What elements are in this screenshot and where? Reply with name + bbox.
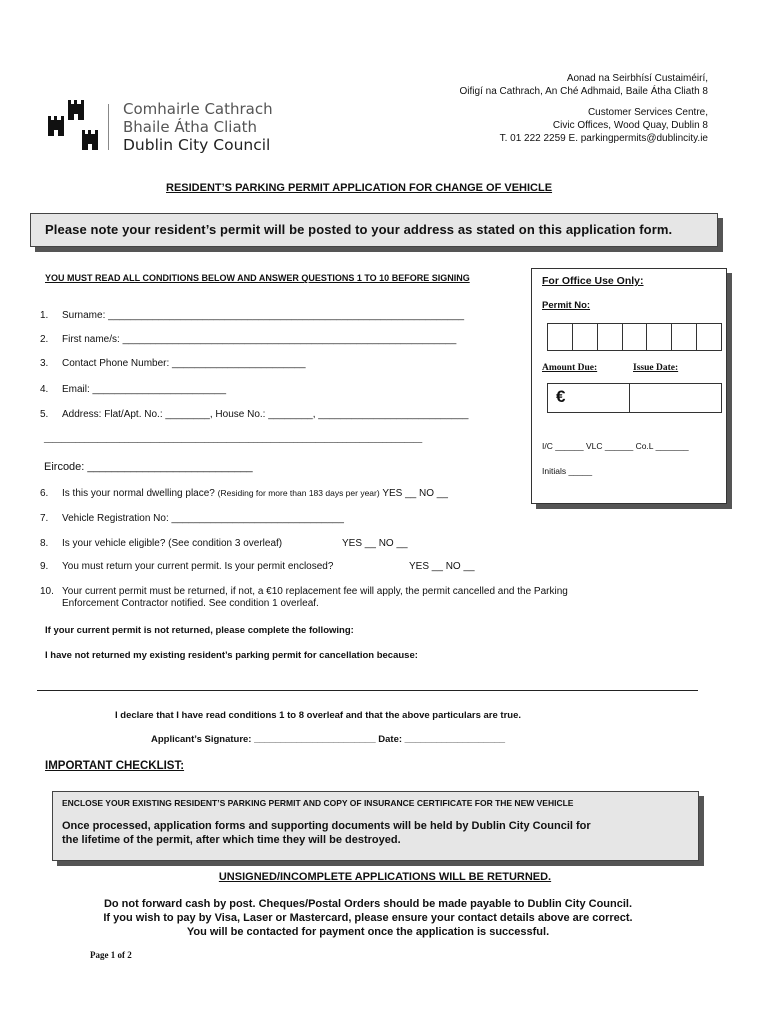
eligible-answer[interactable]: YES __ NO __: [342, 538, 408, 549]
payment-instructions: [0, 897, 736, 939]
logo-line-irish-1: Comhairle Cathrach: [123, 100, 273, 118]
amount-date-boxes[interactable]: [547, 383, 722, 413]
question-dwelling[interactable]: 6. Is this your normal dwelling place? (Residing for more than 183 days per year) YES __ NO __: [40, 488, 448, 499]
castle-crest-icon: [44, 100, 104, 154]
question-phone[interactable]: 3. Contact Phone Number: ________________________: [40, 358, 306, 369]
form-title: RESIDENT’S PARKING PERMIT APPLICATION FOR CHANGE OF VEHICLE: [166, 182, 553, 194]
enclose-instruction: ENCLOSE YOUR EXISTING RESIDENT’S PARKING PERMIT AND COPY OF INSURANCE CERTIFICATE FOR THE NEW VEHICLE: [62, 798, 574, 808]
question-eligible[interactable]: 8. Is your vehicle eligible? (See condition 3 overleaf): [40, 538, 283, 549]
address-line: Oifigí na Cathrach, An Ché Adhmaid, Baile Átha Cliath 8: [459, 86, 708, 97]
conditions-heading: YOU MUST READ ALL CONDITIONS BELOW AND ANSWER QUESTIONS 1 TO 10 BEFORE SIGNING: [45, 273, 470, 283]
euro-symbol: €: [556, 387, 566, 406]
address-line: Customer Services Centre,: [587, 107, 708, 118]
retention-notice: Once processed, application forms and supporting documents will be held by Dublin City Council for the lifetime of the permit, after which time they will be destroyed.: [62, 820, 591, 846]
payment-line: You will be contacted for payment once the application is successful.: [186, 926, 550, 938]
question-surname[interactable]: 1. Surname: ________________________________________________________________: [40, 310, 465, 321]
question-first-name[interactable]: 2. First name/s: ____________________________________________________________: [40, 334, 457, 345]
question-email[interactable]: 4. Email: ________________________: [40, 384, 227, 395]
question-return-permit: 10. Your current permit must be returned, if not, a €10 replacement fee will apply, the permit cancelled and the Parking Enforcement Contractor notified. See condition 1 overleaf.: [40, 586, 568, 609]
address-line: T. 01 222 2259 E. parkingpermits@dublincity.ie: [499, 133, 708, 144]
payment-line: If you wish to pay by Visa, Laser or Mastercard, please ensure your contact details above are correct.: [103, 912, 633, 924]
eircode-field[interactable]: Eircode: ___________________________: [44, 461, 253, 473]
reason-input-line[interactable]: [37, 690, 698, 691]
not-returned-heading: If your current permit is not returned, please complete the following:: [45, 625, 354, 636]
issue-date-label: Issue Date:: [633, 363, 679, 373]
permit-no-boxes[interactable]: [547, 323, 722, 351]
address-block: [460, 72, 708, 145]
signature-date-line[interactable]: Applicant’s Signature: _______________________ Date: ___________________: [151, 734, 506, 745]
declaration-text: I declare that I have read conditions 1 to 8 overleaf and that the above particulars are true.: [115, 710, 521, 721]
office-codes: I/C ______ VLC ______ Co.L _______: [542, 441, 689, 451]
initials-field: Initials _____: [542, 466, 593, 476]
page-number: Page 1 of 2: [90, 950, 132, 960]
question-registration[interactable]: 7. Vehicle Registration No: _______________________________: [40, 513, 344, 524]
office-use-box: [531, 268, 727, 504]
address-line: Aonad na Seirbhísí Custaiméirí,: [566, 73, 708, 84]
logo-separator: [108, 104, 109, 150]
address-line: Civic Offices, Wood Quay, Dublin 8: [552, 120, 708, 131]
question-permit-enclosed[interactable]: 9. You must return your current permit. Is your permit enclosed?: [40, 561, 334, 572]
address-continuation-line[interactable]: _____________________________________________________________________________________: [44, 434, 423, 443]
posting-notice-text: Please note your resident’s permit will be posted to your address as stated on this application form.: [45, 222, 673, 237]
payment-line: Do not forward cash by post. Cheques/Postal Orders should be made payable to Dublin City Council.: [103, 898, 633, 910]
checklist-box: [52, 791, 699, 861]
office-use-heading: For Office Use Only:: [542, 275, 644, 287]
logo-line-english: Dublin City Council: [123, 136, 271, 154]
enclosed-answer[interactable]: YES __ NO __: [409, 561, 475, 572]
question-address[interactable]: 5. Address: Flat/Apt. No.: ________, House No.: ________, ___________________________: [40, 409, 469, 420]
permit-no-label: Permit No:: [542, 300, 591, 311]
posting-notice-box: [30, 213, 718, 247]
unsigned-warning: UNSIGNED/INCOMPLETE APPLICATIONS WILL BE RETURNED.: [218, 871, 552, 883]
council-logo-text: [123, 100, 273, 154]
not-returned-reason-label: I have not returned my existing resident’s parking permit for cancellation because:: [45, 650, 418, 661]
amount-due-label: Amount Due:: [542, 363, 598, 373]
logo-line-irish-2: Bhaile Átha Cliath: [123, 118, 258, 136]
checklist-heading: IMPORTANT CHECKLIST:: [45, 760, 185, 772]
